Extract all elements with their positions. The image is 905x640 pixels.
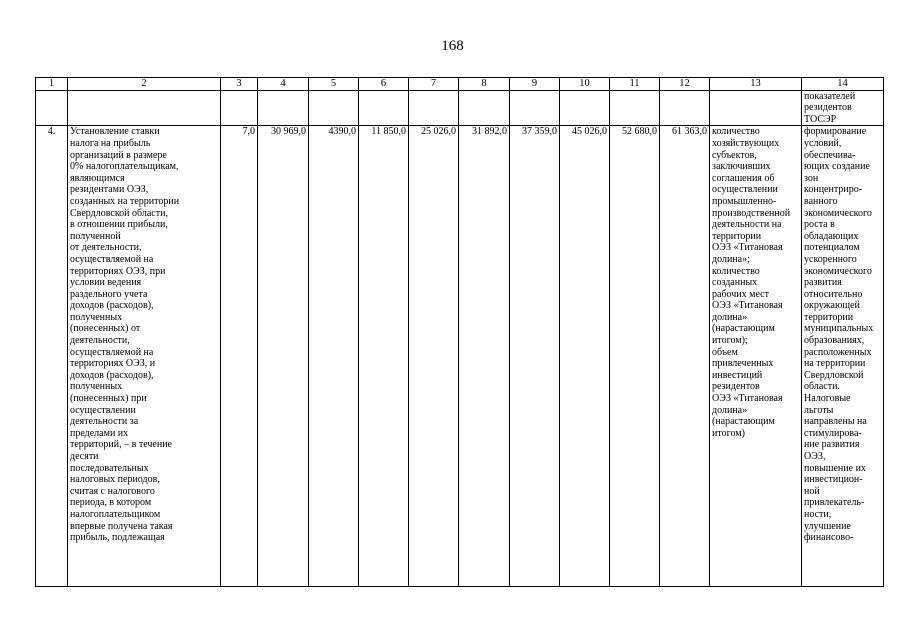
empty-cell [258,90,309,126]
value-cell: 45 026,0 [560,126,610,587]
value-cell: 30 969,0 [258,126,309,587]
header-cell: 10 [560,78,610,91]
value-cell: 52 680,0 [610,126,660,587]
value-cell: 31 892,0 [459,126,510,587]
empty-cell [36,90,68,126]
row-number: 4. [36,126,68,587]
continuation-row [36,90,884,126]
value-cell: 37 359,0 [510,126,560,587]
column-number-row [36,78,884,91]
value-cell: 4390,0 [309,126,359,587]
value-cell: 61 363,0 [660,126,710,587]
empty-cell [221,90,258,126]
header-cell: 14 [802,78,884,91]
header-cell: 2 [68,78,221,91]
value-cell: 11 850,0 [359,126,409,587]
header-cell: 1 [36,78,68,91]
value-cell: 7,0 [221,126,258,587]
empty-cell [359,90,409,126]
continuation-text: показателей резидентов ТОСЭР [802,90,884,126]
empty-cell [610,90,660,126]
empty-cell [409,90,459,126]
header-cell: 6 [359,78,409,91]
empty-cell [710,90,802,126]
header-cell: 4 [258,78,309,91]
goal-cell: формирование условий, обеспечива- ющих создание зон концентриро- ванного экономического роста в обладающих потенциалом ускоренного экономического развития относительно окружающей территории муниципальных образованиях, расположенных на территории Свердловской области. Налоговые льготы направлены на стимулирова- ние развития ОЭЗ, повышение их инвестицион- ной привлекатель- ности, улучшение финансово- [802,126,884,587]
document-table [35,77,884,587]
header-cell: 7 [409,78,459,91]
empty-cell [459,90,510,126]
empty-cell [68,90,221,126]
value-cell: 25 026,0 [409,126,459,587]
measure-description: Установление ставки налога на прибыль организаций в размере 0% налогоплательщикам, являющимся резидентами ОЭЗ, созданных на территории Свердловской области, в отношении прибыли, полученной от деятельности, осуществляемой на территориях ОЭЗ, при условии ведения раздельного учета доходов (расходов), полученных (понесенных) от деятельности, осуществляемой на территориях ОЭЗ, и доходов (расходов), полученных (понесенных) при осуществлении деятельности за пределами их территорий, – в течение десяти последовательных налоговых периодов, считая с налогового периода, в котором налогоплательщиком впервые получена такая прибыль, подлежащая [68,126,221,587]
header-cell: 12 [660,78,710,91]
empty-cell [560,90,610,126]
empty-cell [309,90,359,126]
empty-cell [660,90,710,126]
header-cell: 3 [221,78,258,91]
indicators-cell: количество хозяйствующих субъектов, заключивших соглашения об осуществлении промышленно- производственной деятельности на территории ОЭЗ «Титановая долина»; количество созданных рабочих мест ОЭЗ «Титановая долина» (нарастающим итогом); объем привлеченных инвестиций резидентов ОЭЗ «Титановая долина» (нарастающим итогом) [710,126,802,587]
header-cell: 9 [510,78,560,91]
header-cell: 5 [309,78,359,91]
table-row [36,126,884,587]
header-cell: 11 [610,78,660,91]
page-number: 168 [441,38,464,54]
header-cell: 8 [459,78,510,91]
header-cell: 13 [710,78,802,91]
empty-cell [510,90,560,126]
